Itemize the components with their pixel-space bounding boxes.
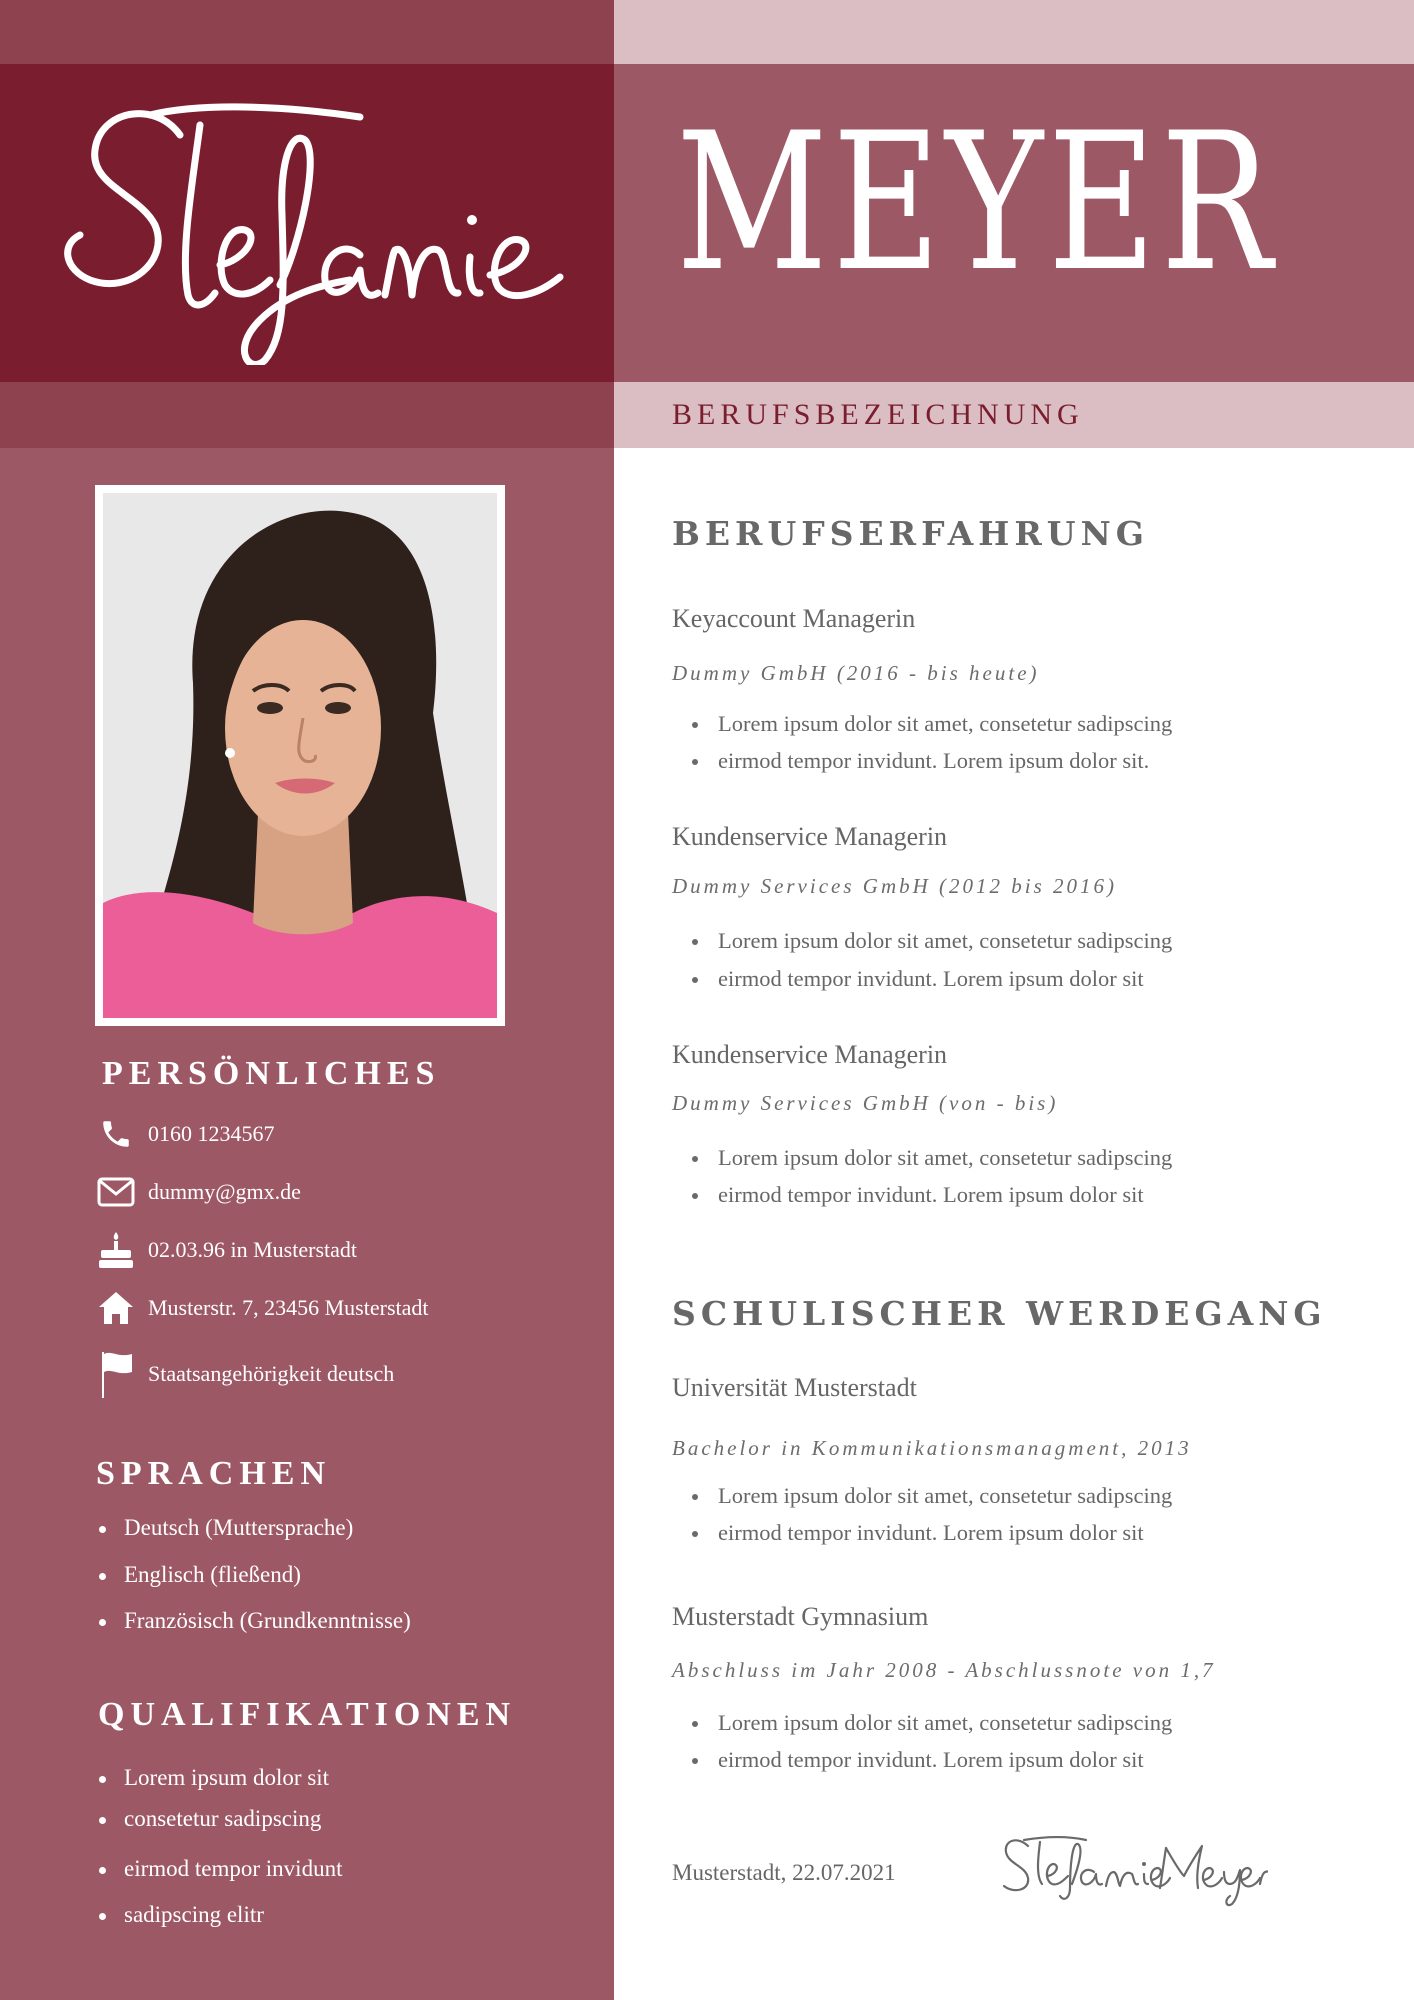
- qualification-item: consetetur sadipscing: [97, 1806, 321, 1832]
- bullet-item: eirmod tempor invidunt. Lorem ipsum dolor sit: [672, 966, 1144, 992]
- contact-email: [96, 1172, 301, 1212]
- qualification-item: Lorem ipsum dolor sit: [97, 1765, 329, 1791]
- contact-birthday: [96, 1230, 357, 1270]
- personal-heading: PERSÖNLICHES: [102, 1055, 441, 1092]
- flag-icon: [96, 1354, 136, 1394]
- last-name: MEYER: [676, 92, 1277, 313]
- bullet-item: Lorem ipsum dolor sit amet, consetetur sadipscing: [672, 1710, 1172, 1736]
- education-detail-2: Abschluss im Jahr 2008 - Abschlussnote von 1,7: [672, 1658, 1216, 1682]
- phone-icon: [96, 1114, 136, 1154]
- languages-heading: SPRACHEN: [96, 1455, 332, 1492]
- bullet-item: Lorem ipsum dolor sit amet, consetetur sadipscing: [672, 928, 1172, 954]
- qualification-item: sadipscing elitr: [97, 1902, 264, 1928]
- bullet-item: eirmod tempor invidunt. Lorem ipsum dolor sit: [672, 1182, 1144, 1208]
- bullet-item: Lorem ipsum dolor sit amet, consetetur sadipscing: [672, 1483, 1172, 1509]
- job-title: BERUFSBEZEICHNUNG: [672, 398, 1084, 431]
- job-company-3: Dummy Services GmbH (von - bis): [672, 1091, 1059, 1115]
- contact-address-text: Musterstr. 7, 23456 Musterstadt: [148, 1295, 429, 1320]
- header-band-sub-left: [0, 382, 614, 448]
- job-title-3: Kundenservice Managerin: [672, 1040, 948, 1069]
- language-item: Französisch (Grundkenntnisse): [97, 1608, 411, 1634]
- first-name-script: [60, 95, 600, 365]
- experience-heading: BERUFSERFAHRUNG: [672, 514, 1149, 553]
- contact-email-text: dummy@gmx.de: [148, 1179, 301, 1204]
- language-item: Englisch (fließend): [97, 1562, 301, 1588]
- header-band-top-right: [614, 0, 1414, 64]
- job-title-2: Kundenservice Managerin: [672, 822, 948, 851]
- place-date: Musterstadt, 22.07.2021: [672, 1860, 896, 1885]
- job-company-2: Dummy Services GmbH (2012 bis 2016): [672, 874, 1118, 898]
- education-title-1: Universität Musterstadt: [672, 1373, 917, 1402]
- qualifications-heading: QUALIFIKATIONEN: [98, 1696, 517, 1733]
- bullet-item: eirmod tempor invidunt. Lorem ipsum dolor sit: [672, 1747, 1144, 1773]
- signature: [998, 1828, 1268, 1908]
- profile-photo: [103, 493, 497, 1018]
- header-band-top-left: [0, 0, 614, 64]
- mail-icon: [96, 1172, 136, 1212]
- contact-address: [96, 1288, 429, 1328]
- language-item: Deutsch (Muttersprache): [97, 1515, 353, 1541]
- contact-birthday-text: 02.03.96 in Musterstadt: [148, 1237, 357, 1262]
- bullet-item: Lorem ipsum dolor sit amet, consetetur sadipscing: [672, 711, 1172, 737]
- birthday-cake-icon: [96, 1230, 136, 1270]
- contact-nationality: [96, 1354, 394, 1394]
- education-heading: SCHULISCHER WERDEGANG: [672, 1294, 1327, 1333]
- job-title-1: Keyaccount Managerin: [672, 604, 916, 633]
- bullet-item: eirmod tempor invidunt. Lorem ipsum dolor sit: [672, 1520, 1144, 1546]
- bullet-item: Lorem ipsum dolor sit amet, consetetur sadipscing: [672, 1145, 1172, 1171]
- education-title-2: Musterstadt Gymnasium: [672, 1602, 929, 1631]
- contact-phone: [96, 1114, 275, 1154]
- contact-phone-text: 0160 1234567: [148, 1121, 275, 1146]
- job-company-1: Dummy GmbH (2016 - bis heute): [672, 661, 1040, 685]
- education-detail-1: Bachelor in Kommunikationsmanagment, 2013: [672, 1436, 1192, 1460]
- contact-nationality-text: Staatsangehörigkeit deutsch: [148, 1361, 395, 1386]
- qualification-item: eirmod tempor invidunt: [97, 1856, 342, 1882]
- home-icon: [96, 1288, 136, 1328]
- bullet-item: eirmod tempor invidunt. Lorem ipsum dolor sit.: [672, 748, 1149, 774]
